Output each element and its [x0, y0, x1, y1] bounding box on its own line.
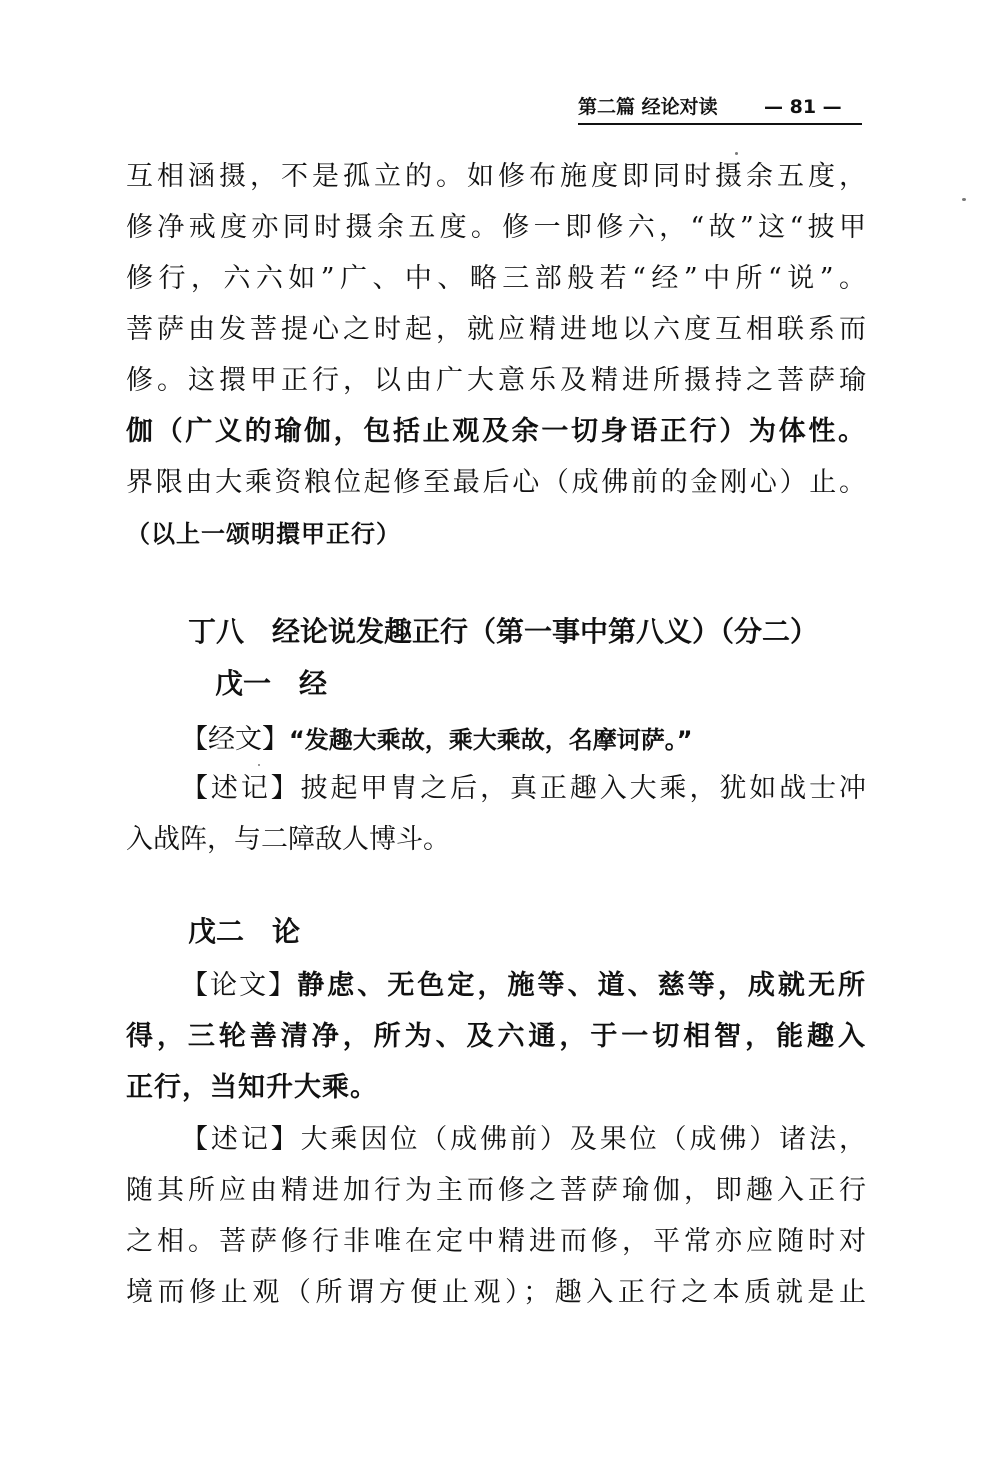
text-line: 互相涵摄，不是孤立的。如修布施度即同时摄余五度， [126, 161, 866, 192]
text-line: 修净戒度亦同时摄余五度。修一即修六，“故”这“披甲 [126, 212, 866, 243]
sutra-line [126, 714, 866, 765]
commentary-text: 随其所应由精进加行为主而修之菩萨瑜伽，即趣入正行 [126, 1175, 866, 1206]
section-heading-ding8: 丁八 经论说发趣正行（第一事中第八义）（分二） [188, 615, 819, 648]
treatise-block [126, 960, 866, 1113]
treatise-text: 正行，当知升大乘。 [126, 1072, 378, 1103]
sutra-tag: 【经文】 [181, 724, 289, 755]
text-line: （以上一颂明擐甲正行） [126, 519, 401, 548]
text-line [126, 1011, 866, 1062]
text-line [126, 814, 866, 865]
scan-speck [962, 198, 966, 201]
commentary-text: 之相。菩萨修行非唯在定中精进而修，平常亦应随时对 [126, 1226, 866, 1257]
commentary-tag: 【述记】 [181, 773, 301, 804]
text-line: 菩萨由发菩提心之时起，就应精进地以六度互相联系而 [126, 314, 866, 345]
paragraph-1 [126, 151, 866, 559]
commentary-text: 披起甲胄之后，真正趣入大乘，犹如战士冲 [300, 773, 867, 804]
running-header [578, 92, 862, 122]
chapter-title: 第二篇 经论对读 [578, 96, 718, 118]
sutra-block [126, 714, 866, 765]
sutra-text: “发趣大乘故，乘大乘故，名摩诃萨。” [289, 726, 693, 754]
scan-speck [258, 764, 260, 766]
treatise-text: 得，三轮善清净，所为、及六通，于一切相智，能趣入 [126, 1021, 866, 1052]
header-rule [578, 123, 862, 125]
treatise-tag: 【论文】 [181, 970, 298, 1001]
text-line [126, 1216, 866, 1267]
text-line [126, 960, 866, 1011]
text-line: 修行，六六如”广、中、略三部般若“经”中所“说”。 [126, 263, 866, 294]
text-line [126, 1062, 866, 1113]
text-line [126, 1114, 866, 1165]
text-line [126, 1165, 866, 1216]
commentary-tag: 【述记】 [181, 1124, 301, 1155]
scan-speck [735, 152, 738, 155]
commentary-text: 入战阵，与二障敌人博斗。 [126, 824, 450, 855]
text-line [126, 1267, 866, 1318]
text-line [126, 763, 866, 814]
commentary-text: 大乘因位（成佛前）及果位（成佛）诸法， [300, 1124, 867, 1155]
commentary-text: 境而修止观（所谓方便止观）；趣入正行之本质就是止 [126, 1277, 866, 1308]
treatise-text: 静虑、无色定，施等、道、慈等，成就无所 [297, 970, 867, 1001]
commentary-1 [126, 763, 866, 865]
commentary-2 [126, 1114, 866, 1318]
text-line: 修。这擐甲正行，以由广大意乐及精进所摄持之菩萨瑜 [126, 365, 866, 396]
page-number: — 81 — [764, 96, 842, 118]
text-line: 伽（广义的瑜伽，包括止观及余一切身语正行）为体性。 [126, 416, 866, 447]
text-line: 界限由大乘资粮位起修至最后心（成佛前的金刚心）止。 [126, 467, 866, 498]
subsection-heading-wu1: 戊一 经 [215, 667, 328, 700]
subsection-heading-wu2: 戊二 论 [188, 915, 301, 948]
